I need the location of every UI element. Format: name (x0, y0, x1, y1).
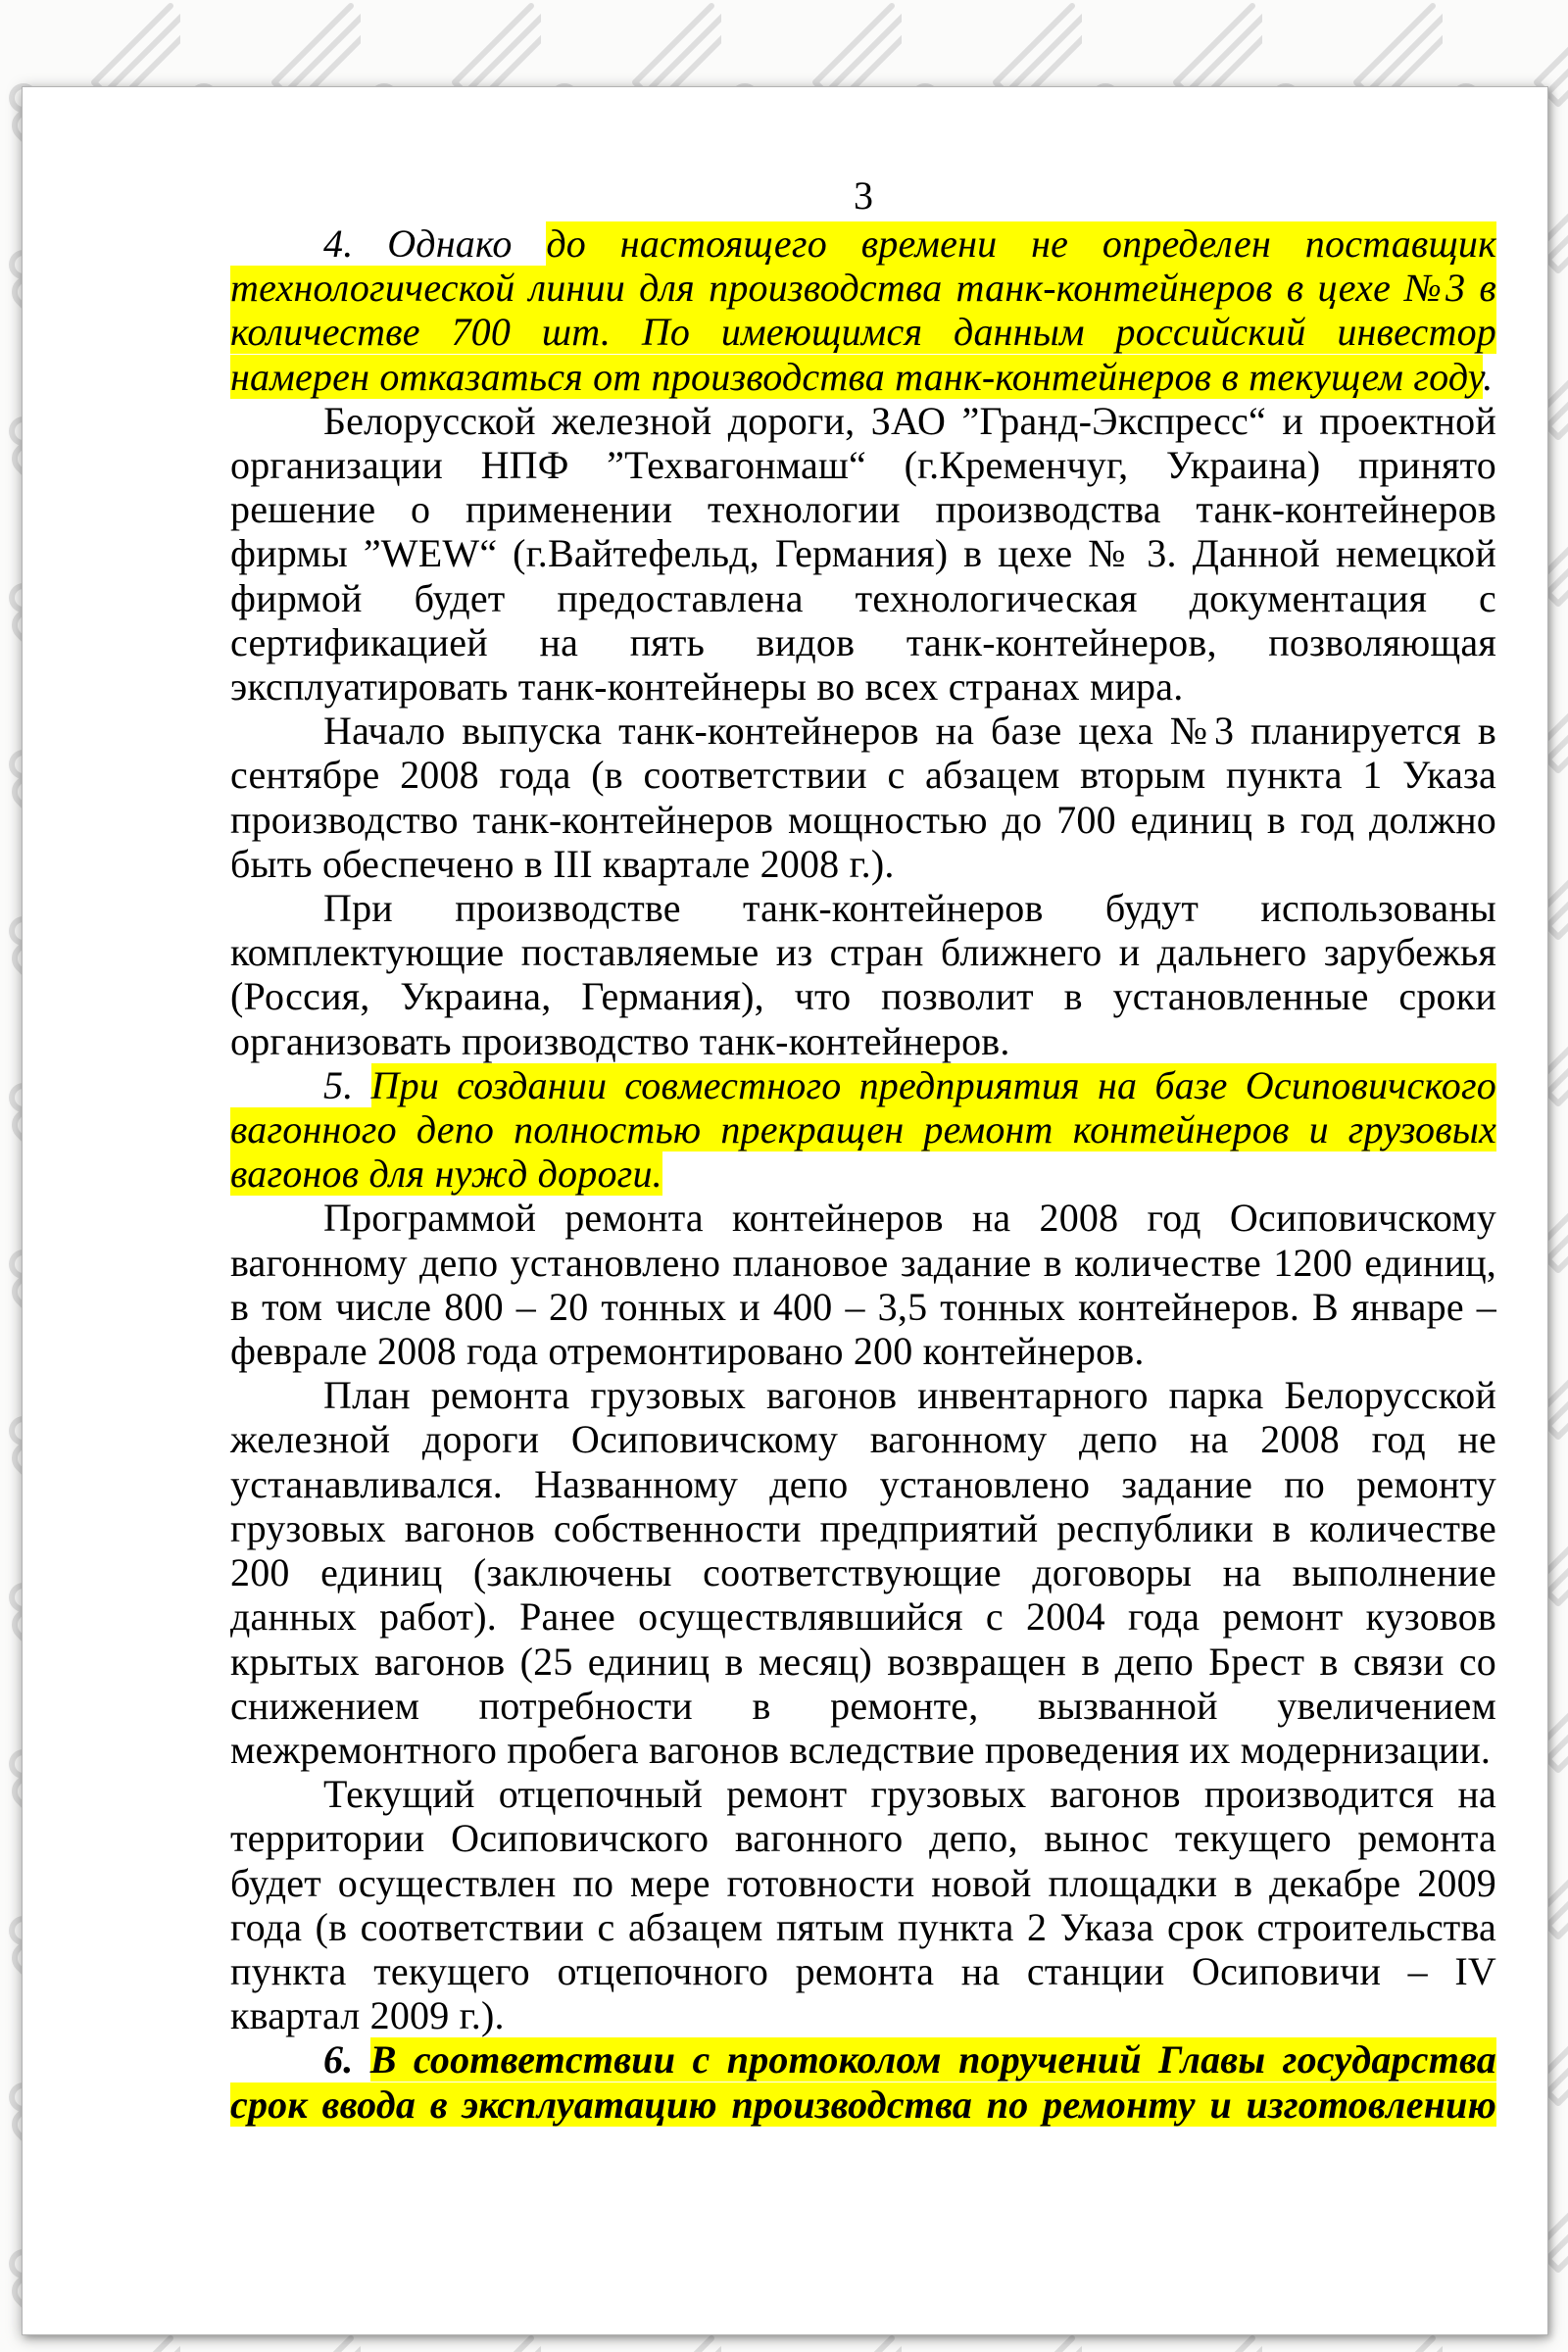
document-body (230, 221, 1496, 2127)
paragraph (230, 399, 1496, 709)
text-run: Белорусской железной дороги, ЗАО ”Гранд-Экспресс“ и проектной организации НПФ ”Техвагонмаш“ (г.Кременчуг, Украина) принято решение о применении технологии производства танк-контейнеров фирмы ”WEW“ (г.Вайтефельд, Германия) в цехе № 3. Данной немецкой фирмой будет предоставлена технологическая документация с сертификацией на пять видов танк-контейнеров, позволяющая эксплуатировать танк-контейнеры во всех странах мира. (230, 398, 1496, 710)
paragraph (230, 1373, 1496, 1772)
text-run: Программой ремонта контейнеров на 2008 год Осиповичскому вагонному депо установлено плановое задание в количестве 1200 единиц, в том числе 800 – 20 тонных и 400 – 3,5 тонных контейнеров. В январе – феврале 2008 года отремонтировано 200 контейнеров. (230, 1196, 1496, 1374)
text-run: 5. (323, 1062, 371, 1107)
paragraph (230, 1196, 1496, 1373)
highlighted-text-run: В соответствии с протоколом поручений Главы государства срок ввода в эксплуатацию производства по ремонту и изготовлению (230, 2037, 1497, 2127)
text-run: План ремонта грузовых вагонов инвентарного парка Белорусской железной дороги Осиповичскому вагонному депо на 2008 год не устанавливался. Названному депо установлено задание по ремонту грузовых вагонов собственности предприятий республики в количестве 200 единиц (заключены соответствующие договоры на выполнение данных работ). Ранее осуществлявшийся с 2004 года ремонт кузовов крытых вагонов (25 единиц в месяц) возвращен в депо Брест в связи со снижением потребности в ремонте, вызванной увеличением межремонтного пробега вагонов вследствие проведения их модернизации. (230, 1373, 1496, 1772)
document-content (230, 173, 1496, 2127)
paragraph (230, 221, 1496, 399)
paragraph (230, 1772, 1496, 2037)
text-run: Начало выпуска танк-контейнеров на базе цеха №3 планируется в сентябре 2008 года (в соответствии с абзацем вторым пункта 1 Указа производство танк-контейнеров мощностью до 700 единиц в год должно быть обеспечено в III квартале 2008 г.). (230, 709, 1496, 886)
highlighted-text-run: При создании совместного предприятия на базе Осиповичского вагонного депо полностью прекращен ремонт контейнеров и грузовых вагонов для нужд дороги. (230, 1062, 1497, 1197)
paragraph (230, 709, 1496, 886)
paragraph (230, 886, 1496, 1063)
text-run: . (1483, 354, 1494, 399)
text-run: 4. Однако (323, 221, 547, 266)
document-page (22, 86, 1548, 2335)
highlighted-text-run: до настоящего времени не определен поставщик технологической линии для производства танк-контейнеров в цехе №3 в количестве 700 шт. По имеющимся данным российский инвестор намерен отказаться от производства танк-контейнеров в текущем году (230, 221, 1497, 399)
text-run: При производстве танк-контейнеров будут использованы комплектующие поставляемые из стран ближнего и дальнего зарубежья (Россия, Украина, Германия), что позволит в установленные сроки организовать производство танк-контейнеров. (230, 886, 1496, 1063)
text-run: Текущий отцепочный ремонт грузовых вагонов производится на территории Осиповичского вагонного депо, вынос текущего ремонта будет осуществлен по мере готовности новой площадки в декабре 2009 года (в соответствии с абзацем пятым пункта 2 Указа срок строительства пункта текущего отцепочного ремонта на станции Осиповичи – IV квартал 2009 г.). (230, 1772, 1496, 2038)
paragraph (230, 2037, 1496, 2126)
page-number: 3 (854, 173, 873, 218)
paragraph (230, 1063, 1496, 1197)
text-run: 6. (323, 2037, 370, 2082)
